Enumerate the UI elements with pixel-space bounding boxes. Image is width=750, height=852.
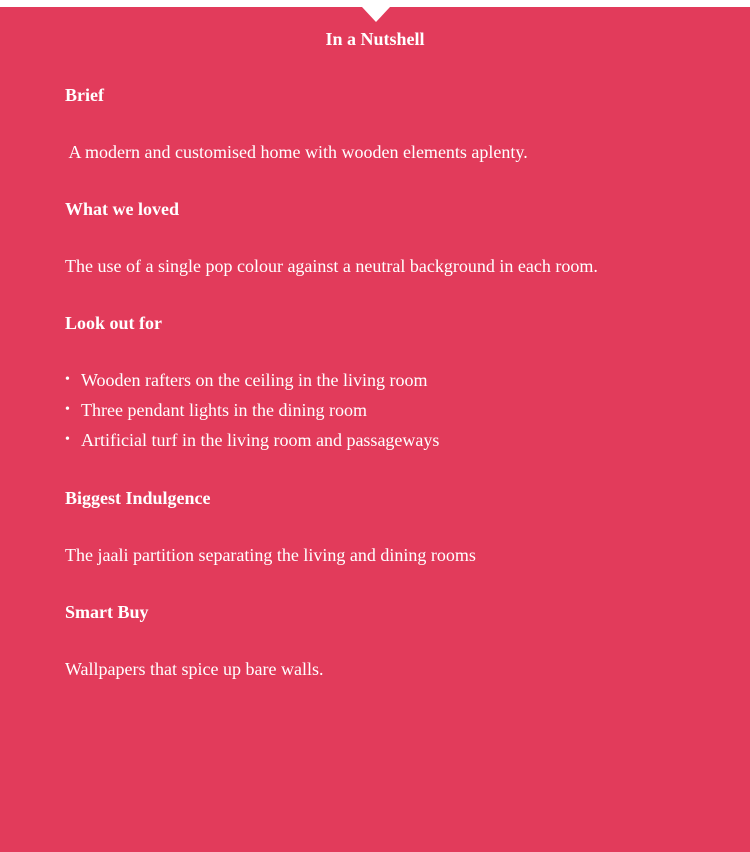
indulgence-text: The jaali partition separating the living and dining rooms	[65, 545, 476, 565]
section-look-out-for	[65, 312, 665, 455]
brief-text: A modern and customised home with wooden elements aplenty.	[65, 142, 528, 162]
section-brief	[65, 84, 665, 167]
list-item	[65, 395, 665, 425]
bullet-icon: •	[65, 402, 70, 417]
list-item	[65, 425, 665, 455]
section-smart-buy	[65, 601, 665, 684]
bullet-icon: •	[65, 432, 70, 447]
list-item-text: Three pendant lights in the dining room	[81, 400, 367, 420]
lookout-list	[65, 365, 665, 455]
loved-text: The use of a single pop colour against a neutral background in each room.	[65, 256, 598, 276]
list-item	[65, 365, 665, 395]
indulgence-heading: Biggest Indulgence	[65, 488, 211, 508]
smartbuy-text: Wallpapers that spice up bare walls.	[65, 659, 324, 679]
smartbuy-heading: Smart Buy	[65, 602, 149, 622]
list-item-text: Wooden rafters on the ceiling in the living room	[81, 370, 428, 390]
lookout-heading: Look out for	[65, 313, 163, 333]
section-biggest-indulgence	[65, 487, 665, 570]
section-what-we-loved	[65, 198, 665, 281]
loved-heading: What we loved	[65, 199, 179, 219]
panel-title: In a Nutshell	[325, 29, 425, 49]
brief-heading: Brief	[65, 85, 104, 105]
pointer-notch	[362, 7, 390, 22]
list-item-text: Artificial turf in the living room and passageways	[81, 430, 440, 450]
panel-content	[65, 76, 665, 684]
bullet-icon: •	[65, 372, 70, 387]
